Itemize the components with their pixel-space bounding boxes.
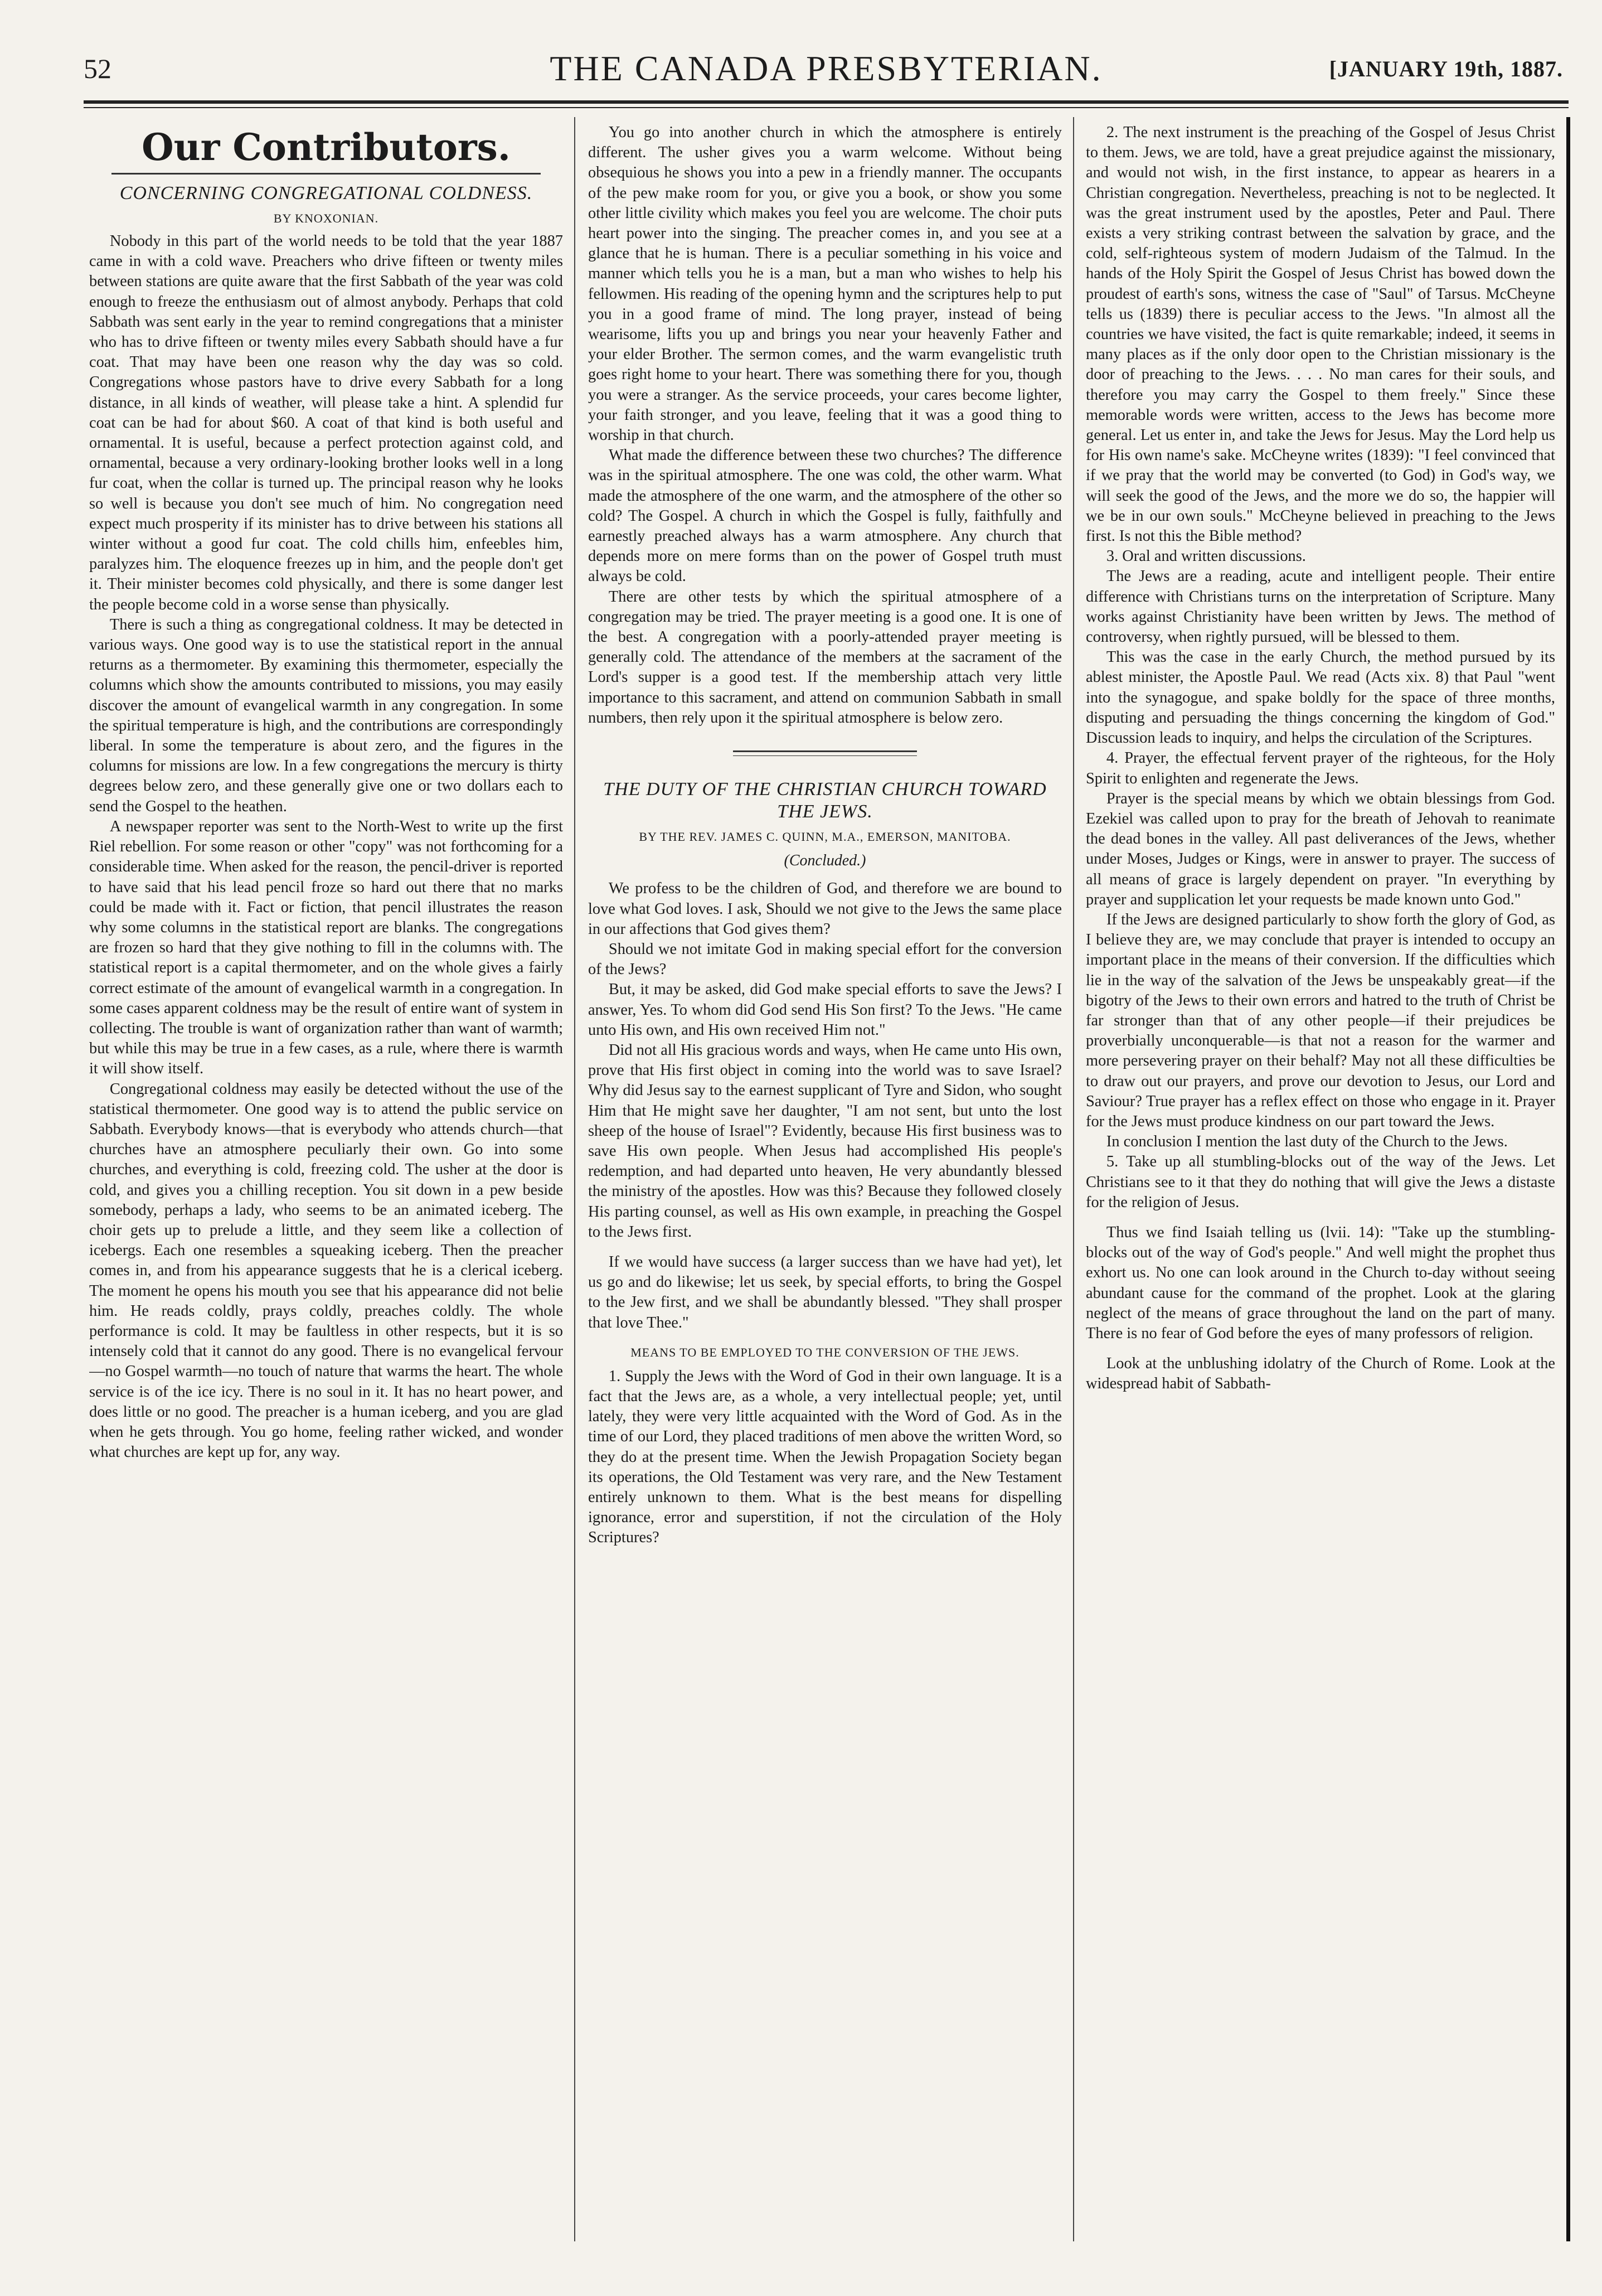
paragraph: 1. Supply the Jews with the Word of God in their own language. It is a fact that the Jews are, as a whole, a very intellectual people; yet, until lately, they were very little acquainted with the Word of God. As in the time of our Lord, they placed traditions of men above the written Word, so they do at the present time. When the Jewish Propagation Society began its operations, the Old Testament was very rare, and the New Testament entirely unknown to them. What is the best means for dispelling ignorance, error and superstition, if not the circulation of the Holy Scriptures?	[588, 1367, 1062, 1547]
paragraph: Thus we find Isaiah telling us (lvii. 14): "Take up the stumbling-blocks out of the way of God's people." And well might the prophet thus exhort us. No one can look around in the Church to-day without seeing abundant cause for the command of the prophet. Look at the glaring neglect of the means of grace throughout the land on the part of many. There is no fear of God before the eyes of many professors of religion.	[1086, 1223, 1555, 1342]
article-byline: BY KNOXONIAN.	[273, 211, 379, 225]
paragraph: There is such a thing as congregational coldness. It may be detected in various ways. One good way is to use the statistical report in the annual returns as a thermometer. By examining this thermometer, especially the columns which show the amounts contributed to missions, you may easily discover the amount of evangelical warmth in any congregation. In some the spiritual temperature is high, and the contributions are correspondingly liberal. In some the temperature is about zero, and the figures in the columns for missions are low. In a few congregations the mercury is thirty degrees below zero, and these generally give one or two dollars each to send the Gospel to the heathen.	[89, 616, 563, 815]
paragraph: Prayer is the special means by which we obtain blessings from God. Ezekiel was called upon to pray for the breath of Jehovah to reanimate the dead bones in the valley. All past deliverances of the Jews, whether under Moses, Judges or Kings, were in answer to prayer. The success of all means of grace is largely dependent on prayer. "In everything by prayer and supplication let your requests be made known unto God."	[1086, 789, 1555, 908]
concluded-note: (Concluded.)	[784, 852, 866, 870]
column-3	[1086, 123, 1555, 2241]
paragraph: Congregational coldness may easily be detected without the use of the statistical thermometer. One good way is to attend the public service on Sabbath. Everybody knows—that is everybody who attends church—that churches have an atmosphere peculiarly their own. Go into some churches, and everything is cold, freezing cold. The usher at the door is cold, and gives you a chilling reception. You sit down in a pew beside somebody, perhaps a lady, who seems to be an animated iceberg. The choir gets up to prelude a little, and they seem like a collection of icebergs. Each one resembles a squeaking iceberg. Then the preacher comes in, and from his appearance suggests that he is a clerical iceberg. The moment he opens his mouth you see that his appearance did not belie him. He reads coldly, prays coldly, preaches coldly. The whole performance is cold. It may be faultless in other respects, but it is so intensely cold that it cannot do any good. There is no evangelical fervour—no Gospel warmth—no touch of nature that warms the heart. The whole service is of the ice icy. There is no soul in it. It has no heart power, and does little or no good. The preacher is a human iceberg, and you are glad when he gets through. You go home, feeling rather wicked, and wonder what churches are kept up for, any way.	[89, 1080, 563, 1461]
paragraph: Nobody in this part of the world needs to be told that the year 1887 came in with a cold wave. Preachers who drive fifteen or twenty miles between stations are quite aware that the first Sabbath of the year was cold enough to freeze the enthusiasm out of almost anybody. Perhaps that cold Sabbath was sent early in the year to remind congregations that a minister who has to drive fifteen or twenty miles every Sabbath should have a fur coat. That may have been one reason why the day was so cold. Congregations whose pastors have to drive every Sabbath for a long distance, in all kinds of weather, will please take a hint. A splendid fur coat can be had for about $60. A coat of that kind is both useful and ornamental. It is useful, because a perfect protection against cold, and ornamental, because a very ordinary-looking brother looks well in a long fur coat, when the collar is turned up. The principal reason why he looks so well is because you don't see much of him. No congregation need expect much prosperity if its minister has to drive between his stations all winter without a good fur coat. The cold chills him, enfeebles him, paralyzes him. The eloquence freezes up in him, and the people don't get it. Their minister becomes cold physically, and there is some danger lest the people become cold in a worse sense than physically.	[89, 232, 563, 613]
paragraph: 3. Oral and written discussions.	[1106, 548, 1306, 565]
subheading: MEANS TO BE EMPLOYED TO THE CONVERSION OF THE JEWS.	[630, 1345, 1020, 1359]
paragraph: You go into another church in which the atmosphere is entirely different. The usher gives you a warm welcome. Without being obsequious he shows you into a pew in a friendly manner. The occupants of the pew make room for you, or give you a book, or show you some other little civility which makes you feel you are welcome. The choir puts heart power into the singing. The preacher comes in, and you see at a glance that he is human. There is a peculiar something in his voice and manner which tells you he is a man, but a man who wishes to help his fellowmen. His reading of the opening hymn and the scriptures help to put you in a good frame of mind. The long prayer, instead of being wearisome, lifts you up and brings you near your heavenly Father and your elder Brother. The sermon comes, and the warm evangelistic truth goes right home to your heart. There was something there for you, though you were a stranger. As the service proceeds, your cares become lighter, your faith stronger, and you leave, feeling that it was a good thing to worship in that church.	[588, 124, 1062, 444]
page-edge-rule	[1566, 117, 1570, 2241]
paragraph: 4. Prayer, the effectual fervent prayer of the righteous, for the Holy Spirit to enlighten and regenerate the Jews.	[1086, 749, 1555, 787]
heading-rule	[111, 173, 541, 175]
paragraph: But, it may be asked, did God make special efforts to save the Jews? I answer, Yes. To whom did God send His Son first? To the Jews. "He came unto His own, and His own received Him not."	[588, 981, 1062, 1039]
article-title: CONCERNING CONGREGATIONAL COLDNESS.	[119, 183, 533, 204]
running-head	[84, 39, 1569, 100]
page-number: 52	[84, 53, 111, 84]
paragraph: The Jews are a reading, acute and intelligent people. Their entire difference with Christians turns on the interpretation of Scripture. Many works against Christianity have been written by Jews. The method of controversy, when rightly pursued, will be blessed to them.	[1086, 568, 1555, 646]
column-2	[588, 123, 1062, 2241]
paragraph: Should we not imitate God in making special effort for the conversion of the Jews?	[588, 940, 1062, 979]
header-rule	[84, 100, 1569, 104]
paragraph: We profess to be the children of God, and therefore we are bound to love what God loves. I ask, Should we not give to the Jews the same place in our affections that God gives them?	[588, 880, 1062, 938]
header-rule-thin	[84, 107, 1569, 108]
paragraph: 5. Take up all stumbling-blocks out of the way of the Jews. Let Christians see to it that they do nothing that will give the Jews a distaste for the religion of Jesus.	[1086, 1153, 1555, 1211]
article-byline: BY THE REV. JAMES C. QUINN, M.A., EMERSON, MANITOBA.	[639, 830, 1011, 844]
paragraph: Did not all His gracious words and ways, when He came unto His own, prove that His first object in coming into the world was to save Israel? Why did Jesus say to the earnest supplicant of Tyre and Sidon, who sought Him that He might save her daughter, "I am not sent, but unto the lost sheep of the house of Israel"? Evidently, because His first business was to save His own people. When Jesus had accomplished His people's redemption, and had departed unto heaven, He very abundantly blessed the ministry of the apostles. How was this? Because they followed closely His parting counsel, as well as His own example, in preaching the Gospel to the Jews first.	[588, 1041, 1062, 1241]
column-divider	[1073, 117, 1074, 2241]
paragraph: 2. The next instrument is the preaching of the Gospel of Jesus Christ to them. Jews, we are told, have a great prejudice against the missionary, and would not wish, in the first instance, to appear as hearers in a Christian congregation. Nevertheless, preaching is not to be neglected. It was the great instrument used by the apostles, Peter and Paul. There exists a very striking contrast between the salvation by grace, and the cold, self-righteous system of modern Judaism of the Talmud. In the hands of the Holy Spirit the Gospel of Jesus Christ has bowed down the proudest of earth's sons, witness the case of "Saul" of Tarsus. McCheyne tells us (1839) there is peculiar access to the Jews. "In almost all the countries we have visited, the fact is quite remarkable; indeed, it seems in many places as if the only door open to the Christian missionary is the door of preaching to the Jews. . . . No man cares for their souls, and therefore you may carry the Gospel to them freely." Since these memorable words were written, access to the Jews has become more general. Let us enter in, and take the Jews for Jesus. May the Lord help us for His own name's sake. McCheyne writes (1839): "I feel convinced that if we pray that the world may be converted (to God) in God's way, we will seek the good of the Jews, and the more we do so, the happier will we be in our own souls." McCheyne believed in preaching to the Jews first. Is not this the Bible method?	[1086, 124, 1555, 545]
paragraph: A newspaper reporter was sent to the North-West to write up the first Riel rebellion. For some reason or other "copy" was not forthcoming for a considerable time. When asked for the reason, the pencil-driver is reported to have said that his lead pencil froze so hard out there that no marks could be made with it. Fact or fiction, that pencil illustrates the reason why some columns in the statistical report are blanks. The congregations are frozen so hard that they give nothing to fill in the columns with. The statistical report is a capital thermometer, and on the whole gives a fairly correct estimate of the amount of evangelical warmth in a congregation. In some cases apparent coldness may be the result of entire want of system in collecting. The trouble is want of organization rather than want of warmth; but while this may be true in a few cases, as a rule, where there is warmth it will show itself.	[89, 817, 563, 1078]
column-1	[89, 123, 563, 2241]
article-title: THE DUTY OF THE CHRISTIAN CHURCH TOWARD THE JEWS.	[603, 779, 1047, 822]
paragraph: This was the case in the early Church, the method pursued by its ablest minister, the Apostle Paul. We read (Acts xix. 8) that Paul "went into the synagogue, and spake boldly for the space of three months, disputing and persuading the things concerning the kingdom of God." Discussion leads to inquiry, and helps the circulation of the Scriptures.	[1086, 648, 1555, 747]
journal-title: THE CANADA PRESBYTERIAN.	[550, 49, 1103, 88]
paragraph: If we would have success (a larger success than we have had yet), let us go and do likewise; let us seek, by special efforts, to bring the Gospel to the Jew first, and we shall be abundantly blessed. "They shall prosper that love Thee."	[588, 1253, 1062, 1331]
paragraph: If the Jews are designed particularly to show forth the glory of God, as I believe they are, we may conclude that prayer is intended to occupy an important place in the means of their conversion. If the difficulties which lie in the way of the salvation of the Jews be unspeakably great—if the bigotry of the Jews to their own errors and hatred to the truth of Christ be far stronger than that of any other people—if their prejudices be proverbially unconquerable—is that not a reason for the warmer and more persevering prayer on their behalf? May not all these difficulties be to draw out our prayers, and prove our devotion to Jesus, our Lord and Saviour? True prayer has a reflex effect on those who engage in it. Prayer for the Jews must produce kindness on our part toward the Jews.	[1086, 910, 1555, 1130]
paragraph: What made the difference between these two churches? The difference was in the spiritual atmosphere. The one was cold, the other warm. What made the atmosphere of the one warm, and the atmosphere of the other so cold? The Gospel. A church in which the Gospel is fully, faithfully and earnestly preached always has a warm atmosphere. Any church that depends more on mere forms than on the power of Gospel truth must always be cold.	[588, 447, 1062, 585]
paragraph: There are other tests by which the spiritual atmosphere of a congregation may be tried. The prayer meeting is a good one. It is one of the best. A congregation with a poorly-attended prayer meeting is generally cold. The attendance of the members at the sacrament of the Lord's supper is a good test. If the membership attach very little importance to this sacrament, and attend on communion Sabbath in small numbers, then rely upon it the spiritual atmosphere is below zero.	[588, 588, 1062, 726]
issue-date: [JANUARY 19th, 1887.	[1329, 56, 1563, 81]
paragraph: Look at the unblushing idolatry of the Church of Rome. Look at the widespread habit of Sabbath-	[1086, 1355, 1555, 1393]
article-separator	[733, 750, 917, 756]
column-divider	[574, 117, 575, 2241]
section-heading: Our Contributors.	[142, 125, 511, 169]
paragraph: In conclusion I mention the last duty of the Church to the Jews.	[1106, 1133, 1508, 1151]
